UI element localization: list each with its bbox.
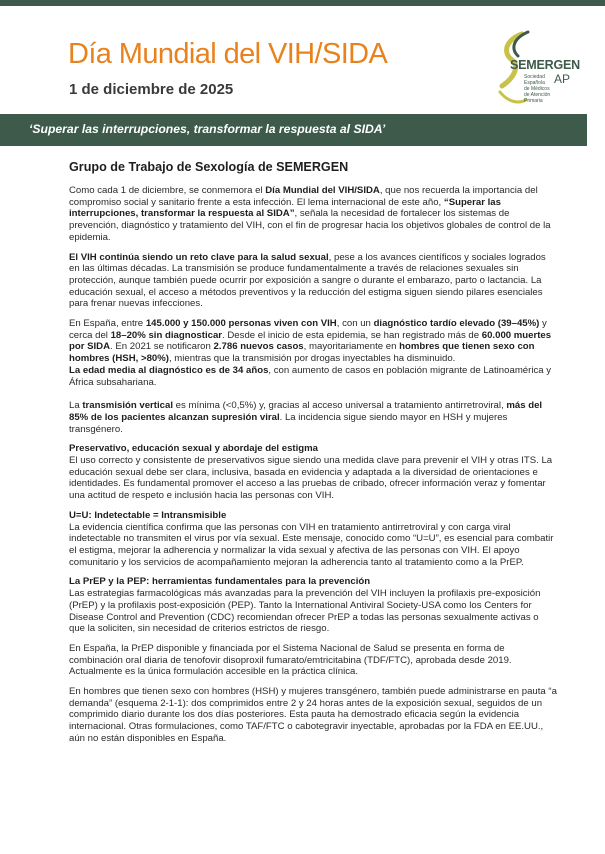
paragraph-intro: Como cada 1 de diciembre, se conmemora el Día Mundial del VIH/SIDA, que nos recuerda la importancia del compromiso social y sanitario frente a esta infección. El lema internacional de este año, “Superar las interrupciones, transformar la respuesta al SIDA”, señala la necesidad de fortalecer los sistemas de prevención, diagnóstico y tratamiento del VIH, con el fin de progresar hacia los objetivos globales de control de la epidemia.	[69, 185, 551, 243]
paragraph-uu: La evidencia científica confirma que las personas con VIH en tratamiento antirretroviral y con carga viral indetectable no transmiten el virus por vía sexual. Este mensaje, conocido como “U=U”, es esencial para combatir el estigma, mejorar la adherencia y normalizar la vida sexual y afectiva de las personas con VIH. El apoyo comunitario y los servicios de acompañamiento mejoran la adherencia tanto al tratamiento como a la PrEP.	[69, 521, 554, 568]
slogan-banner	[0, 114, 587, 146]
paragraph-challenge: El VIH continúa siendo un reto clave para la salud sexual, pese a los avances científicos y sociales logrados en las últimas décadas. La transmisión se produce fundamentalmente a través de relaciones sexuales sin protección, aunque también puede ocurrir por exposición a sangre o durante el embarazo, parto o lactancia. La educación sexual, el acceso a métodos preventivos y la reducción del estigma siguen siendo pilares esenciales para frenar nuevas infecciones.	[69, 251, 546, 310]
logo-name: SEMERGEN	[510, 58, 580, 72]
top-accent-bar	[0, 0, 605, 6]
paragraph-prep-demand: En hombres que tienen sexo con hombres (HSH) y mujeres transgénero, también puede administrarse en pauta “a demanda” (esquema 2-1-1): dos comprimidos entre 2 y 24 horas antes de la exposición sexual, seguidos de un comprimido diario durante los dos días posteriores. Esta pauta ha demostrado eficacia según la evidencia internacional. Otras formulaciones, como TAF/FTC o cabotegravir inyectable, aprobadas por la FDA en EE.UU., aún no están disponibles en España.	[69, 686, 557, 744]
event-date: 1 de diciembre de 2025	[69, 81, 234, 98]
logo-ap: AP	[554, 72, 571, 86]
document-body	[69, 160, 557, 753]
slogan-text: ‘Superar las interrupciones, transformar la respuesta al SIDA’	[29, 122, 386, 136]
paragraph-prep-pep: Las estrategias farmacológicas más avanzadas para la prevención del VIH incluyen la profilaxis pre-exposición (PrEP) y la profilaxis post-exposición (PEP). Tanto la International Antiviral Society-USA como los Centers for Disease Control and Prevention (CDC) recomiendan ofrecer PrEP a todas las personas sexualmente activas o que la soliciten, sin necesidad de criterios estrictos de riesgo.	[69, 588, 541, 635]
section-heading-preservativo: Preservativo, educación sexual y abordaje del estigma	[69, 443, 319, 455]
section-heading-uu: U=U: Indetectable = Intransmisible	[69, 509, 227, 521]
logo-subtitle: Sociedad Española de Médicos de Atención Primaria	[524, 74, 551, 104]
group-title: Grupo de Trabajo de Sexología de SEMERGEN	[69, 160, 349, 174]
paragraph-spain-stats: En España, entre 145.000 y 150.000 personas viven con VIH, con un diagnóstico tardío elevado (39–45%) y cerca del 18–20% sin diagnosticar. Desde el inicio de esta epidemia, se han registrado más de 60.000 muertes por SIDA. En 2021 se notificaron 2.786 nuevos casos, mayoritariamente en hombres que tienen sexo con hombres (HSH, >80%), mientras que la transmisión por drogas inyectables ha disminuido. La edad media al diagnóstico es de 34 años, con aumento de casos en población migrante de Latinoamérica y África subsahariana.	[69, 318, 552, 388]
paragraph-vertical-transmission: La transmisión vertical es mínima (<0,5%) y, gracias al acceso universal a tratamiento antirretroviral, más del 85% de los pacientes alcanzan supresión viral. La incidencia sigue siendo mayor en HSH y mujeres transgénero.	[69, 400, 543, 435]
section-heading-prep-pep: La PrEP y la PEP: herramientas fundamentales para la prevención	[69, 576, 371, 588]
paragraph-preservativo: El uso correcto y consistente de preservativos sigue siendo una medida clave para prevenir el VIH y otras ITS. La educación sexual debe ser clara, inclusiva, basada en evidencia y adaptada a la diversidad de orientaciones e identidades. Es fundamental promover el acceso a las pruebas de cribado, ofrecer información veraz y fomentar una actitud de respeto e inclusión hacia las personas con VIH.	[69, 455, 553, 502]
page-title: Día Mundial del VIH/SIDA	[68, 38, 388, 70]
semergen-logo	[492, 30, 588, 110]
paragraph-prep-spain: En España, la PrEP disponible y financiada por el Sistema Nacional de Salud se presenta en forma de combinación oral diaria de tenofovir disoproxil fumarato/emtricitabina (TDF/FTC), aprobada desde 2019. Actualmente es la única formulación accesible en la práctica clínica.	[69, 642, 512, 678]
